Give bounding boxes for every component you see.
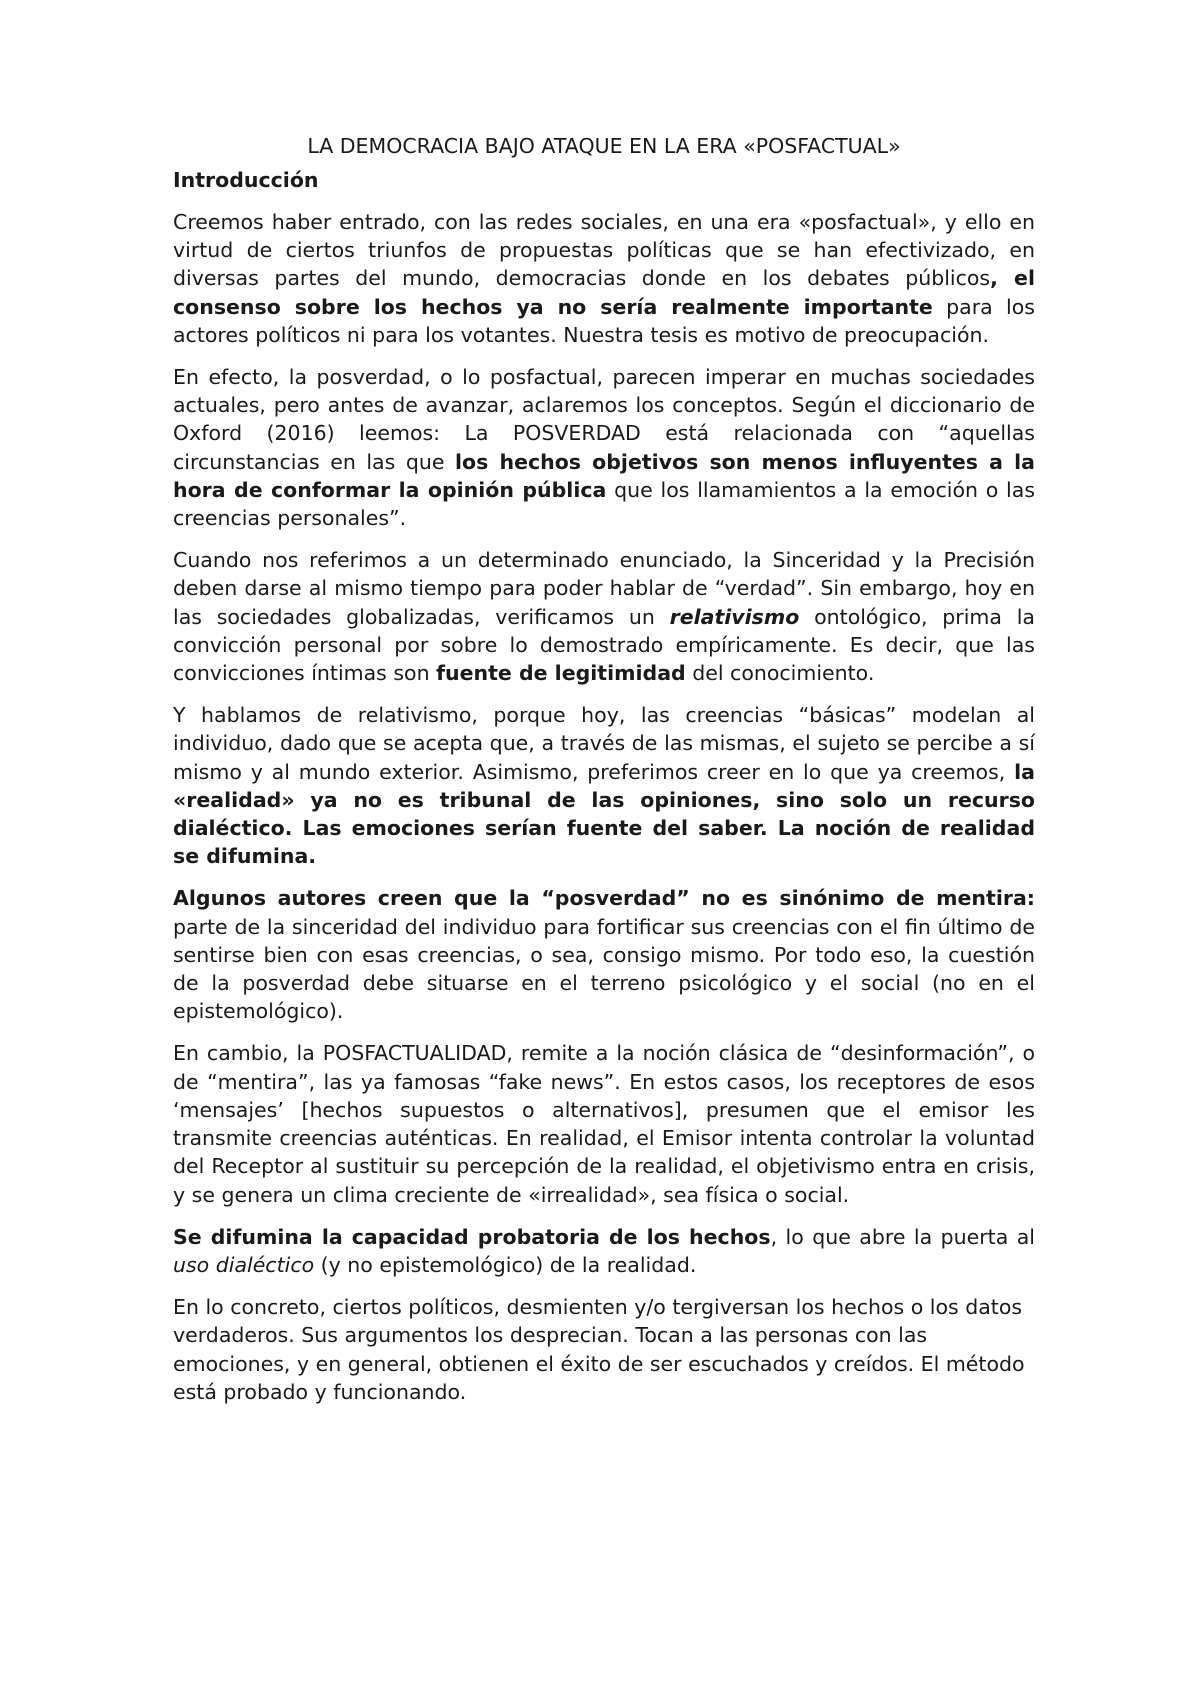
document-title: LA DEMOCRACIA BAJO ATAQUE EN LA ERA «POSFACTUAL» (307, 134, 901, 158)
paragraph-text: Cuando nos referimos a un determinado enunciado, la Sinceridad y la Precisión deben darse al mismo tiempo para poder hablar de “verdad”. Sin embargo, hoy en las sociedades globalizadas, verificamos un (173, 548, 1035, 629)
bold-text: los hechos objetivos son menos influyentes a la hora de conformar la opinión pública (173, 449, 1035, 502)
bold-text: la «realidad» ya no es tribunal de las opiniones, sino solo un recurso dialéctico. Las emociones serían fuente del saber. La noción de realidad se difumina. (173, 759, 1035, 869)
bold-text: fuente de legitimidad (436, 661, 686, 686)
emphasis-text: relativismo (669, 604, 800, 629)
paragraph (173, 546, 1035, 687)
bold-text: Algunos autores creen que la “posverdad” no es sinónimo de mentira: (173, 886, 1035, 911)
paragraph-text: En efecto, la posverdad, o lo posfactual, parecen imperar en muchas sociedades actuales, pero antes de avanzar, aclaremos los conceptos. Según el diccionario de Oxford (2016) leemos: La POSVERDAD está relacionada con “aquellas circunstancias en las que (173, 365, 1035, 474)
paragraph-text: parte de la sinceridad del individuo para fortificar sus creencias con el fin último de sentirse bien con esas creencias, o sea, consigo mismo. Por todo eso, la cuestión de la posverdad debe situarse en el terreno psicológico y el social (no en el epistemológico). (173, 914, 1035, 1024)
paragraph (173, 1223, 1035, 1279)
document-page (173, 132, 1035, 1420)
paragraph-text: del conocimiento. (685, 661, 875, 686)
paragraph-text: Creemos haber entrado, con las redes sociales, en una era «posfactual», y ello en virtud de ciertos triunfos de propuestas políticas que se han efectivizado, en diversas partes del mundo, democracias donde en los debates públicos (173, 210, 1035, 291)
paragraph (173, 701, 1035, 870)
section-heading: Introducción (173, 168, 319, 192)
paragraph (173, 1293, 1035, 1406)
paragraph (173, 363, 1035, 532)
paragraph-text: para los actores políticos ni para los votantes. Nuestra tesis es motivo de preocupación. (173, 294, 1035, 347)
italic-text: uso dialéctico (173, 1252, 315, 1277)
paragraph-text: , lo que abre la puerta al (770, 1224, 1035, 1249)
bold-text: , el consenso sobre los hechos ya no sería realmente importante (173, 266, 1035, 319)
paragraph (173, 884, 1035, 1025)
paragraph-text: ontológico, prima la convicción personal por sobre lo demostrado empíricamente. Es decir, que las convicciones íntimas son (173, 604, 1035, 686)
paragraph (173, 1039, 1035, 1208)
paragraph-text: En lo concreto, ciertos políticos, desmienten y/o tergiversan los hechos o los datos verdaderos. Sus argumentos los desprecian. Tocan a las personas con las emociones, y en general, obtienen el éxito de ser escuchados y creídos. El método está probado y funcionando. (173, 1295, 1025, 1404)
paragraph (173, 208, 1035, 349)
paragraph-text: que los llamamientos a la emoción o las creencias personales”. (173, 477, 1036, 531)
paragraph-text: (y no epistemológico) de la realidad. (314, 1252, 697, 1277)
paragraph-text: En cambio, la POSFACTUALIDAD, remite a la noción clásica de “desinformación”, o de “mentira”, las ya famosas “fake news”. En estos casos, los receptores de esos ‘mensajes’ [hechos supuestos o alternativos], presumen que el emisor les transmite creencias auténticas. En realidad, el Emisor intenta controlar la voluntad del Receptor al sustituir su percepción de la realidad, el objetivismo entra en crisis, y se genera un clima creciente de «irrealidad», sea física o social. (173, 1041, 1035, 1207)
paragraph-text: Y hablamos de relativismo, porque hoy, las creencias “básicas” modelan al individuo, dado que se acepta que, a través de las mismas, el sujeto se percibe a sí mismo y al mundo exterior. Asimismo, preferimos creer en lo que ya creemos, (173, 703, 1035, 784)
bold-text: Se difumina la capacidad probatoria de los hechos (173, 1224, 771, 1249)
bold-text (670, 605, 800, 629)
document-body (173, 208, 1035, 1406)
